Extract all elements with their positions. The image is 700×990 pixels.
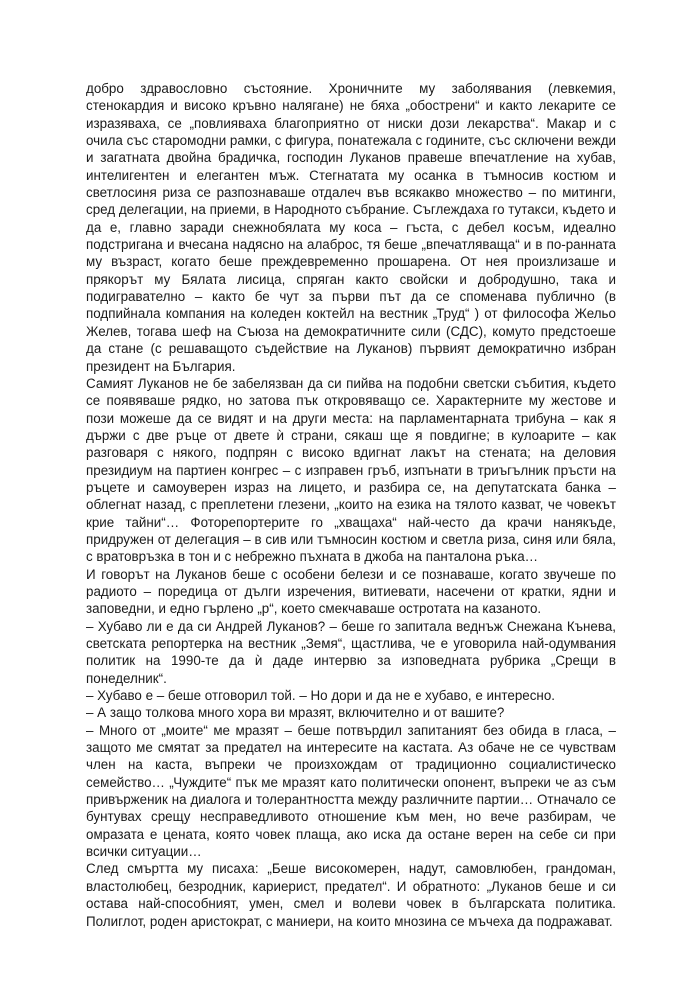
document-page <box>86 80 616 930</box>
paragraph: – Хубаво е – беше отговорил той. – Но дори и да не е хубаво, е интересно. <box>86 688 555 704</box>
paragraph: – А защо толкова много хора ви мразят, включително и от вашите? <box>86 705 505 721</box>
paragraph: И говорът на Луканов беше с особени белези и се познаваше, когато звучеше по радиото – поредица от дълги изречения, витиевати, насечени от кратки, ядни и заповедни, и едно гърлено „р“, което смекчаваше остротата на казаното. <box>86 566 616 617</box>
paragraph: – Много от „моите“ ме мразят – беше потвърдил запитаният без обида в гласа, – защото ме смятат за предател на интересите на кастата. Аз обаче не се чувствам член на каста, въпреки че произхождам от традиционно социалистическо семейство… „Чуждите“ пък ме мразят като политически опонент, въпреки че аз съм привърженик на диалога и толерантността между различните партии… Отначало се бунтувах срещу несправедливото отношение към мен, но вече разбирам, че омразата е цената, която човек плаща, ако иска да остане верен на себе си при всички ситуации… <box>86 722 616 860</box>
paragraph: След смъртта му писаха: „Беше високомерен, надут, самовлюбен, грандоман, властолюбец, безродник, кариерист, предател“. И обратното: „Луканов беше и си остава най-способният, умен, смел и волеви човек в българската политика. Полиглот, роден аристократ, с маниери, на които мнозина се мъчеха да подражават. <box>86 861 616 929</box>
paragraph: Самият Луканов не бе забелязван да си пийва на подобни светски събития, където се появяваше рядко, но затова пък откровяващо се. Характерните му жестове и пози можеше да се видят и на други места: на парламентарната трибуна – как я държи с две ръце от двете ѝ страни, сякаш ще я повдигне; в кулоарите – как разговаря с някого, подпрян с високо вдигнат лакът на стената; на деловия президиум на партиен конгрес – с изправен гръб, изпънати в триъгълник пръсти на ръцете и самоуверен израз на лицето, и разбира се, на депутатската банка – облегнат назад, с преплетени глезени, „които на езика на тялото казват, че човекът крие тайни“… Фоторепортерите го „хващаха“ най-често да крачи нанякъде, придружен от делегация – в сив или тъмносин костюм и светла риза, синя или бяла, с вратовръзка в тон и с небрежно пъхната в джоба на панталона ръка… <box>86 375 616 565</box>
paragraph: добро здравословно състояние. Хроничните му заболявания (левкемия, стенокардия и високо кръвно налягане) не бяха „обострени“ и както лекарите се изразяваха, се „повлияваха благоприятно от ниски дози лекарства“. Макар и с очила със старомодни рамки, с фигура, понатежала с годините, със сключени вежди и загатната двойна брадичка, господин Луканов правеше впечатление на хубав, интелигентен и елегантен мъж. Стегнатата му осанка в тъмносив костюм и светлосиня риза се разпознаваше отдалеч във всякакво множество – по митинги, сред делегации, на приеми, в Народното събрание. Съглеждаха го тутакси, където и да е, главно заради снежнобялата му коса – гъста, с дебел косъм, идеално подстригана и вчесана надясно на алаброс, тя беше „впечатляваща“ и в по-ранната му възраст, когато беше преждевременно прошарена. От нея произлизаше и прякорът му Бялата лисица, спряган както свойски и добродушно, така и подигравателно – както бе чут за първи път да се споменава публично (в подпийнала компания на коледен коктейл на вестник „Труд“ ) от философа Жельо Желев, тогава шеф на Съюза на демократичните сили (СДС), комуто предстоеше да стане (с решаващото съдействие на Луканов) първият демократично избран президент на България. <box>86 81 616 374</box>
paragraph: – Хубаво ли е да си Андрей Луканов? – беше го запитала веднъж Снежана Кънева, светската репортерка на вестник „Земя“, щастлива, че е уговорила най-одумвания политик на 1990-те да ѝ даде интервю за изповедната рубрика „Срещи в понеделник“. <box>86 618 616 686</box>
